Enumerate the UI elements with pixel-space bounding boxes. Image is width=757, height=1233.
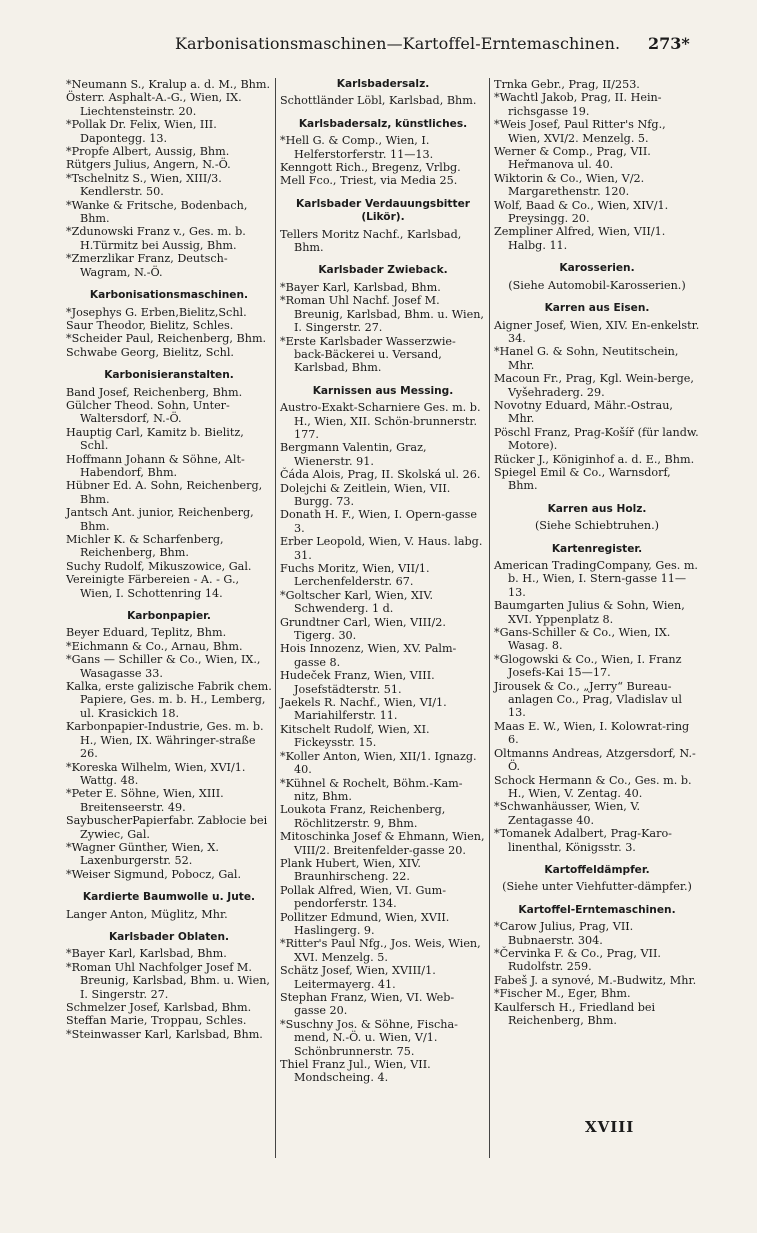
section-heading: Karlsbader Zwieback. — [318, 264, 448, 277]
directory-entry: Dolejchi & Zeitlein, Wien, VII. Burgg. 73. — [280, 481, 451, 508]
directory-entry: Karbonpapier-Industrie, Ges. m. b. H., Wien, IX. Währinger-straße 26. — [66, 720, 264, 761]
directory-entry: Kenngott Rich., Bregenz, Vrlbg. — [280, 161, 461, 175]
section-heading: Kartoffeldämpfer. — [544, 863, 650, 876]
directory-entry: Suchy Rudolf, Mikuszowice, Gal. — [66, 559, 252, 573]
page-number: 273* — [648, 34, 690, 53]
directory-entry: *Bayer Karl, Karlsbad, Bhm. — [280, 280, 441, 294]
directory-entry: Jirousek & Co., „Jerry“ Bureau-anlagen Co., Prag, Vladislav ul 13. — [494, 679, 682, 720]
directory-entry: *Gans — Schiller & Co., Wien, IX., Wasagasse 33. — [66, 653, 261, 680]
directory-entry: *Tomanek Adalbert, Prag-Karo-linenthal, Königsstr. 3. — [494, 827, 672, 854]
directory-entry: Michler K. & Scharfenberg, Reichenberg, Bhm. — [66, 533, 224, 560]
directory-entry: Schmelzer Josef, Karlsbad, Bhm. — [66, 1001, 252, 1014]
directory-entry: Mitoschinka Josef & Ehmann, Wien, VIII/2. Breitenfelder-gasse 20. — [280, 830, 485, 857]
directory-entry: Grundtner Carl, Wien, VIII/2. Tigerg. 30. — [280, 615, 446, 643]
directory-entry: Aigner Josef, Wien, XIV. En-enkelstr. 34. — [494, 318, 700, 345]
directory-entry: Vereinigte Färbereien - A. - G., Wien, I. Schottenring 14. — [66, 573, 240, 600]
section-heading: Karren aus Eisen. — [544, 302, 650, 315]
directory-entry: *Peter E. Söhne, Wien, XIII. Breitenseerstr. 49. — [66, 787, 224, 814]
section-heading: Karlsbadersalz, künstliches. — [298, 117, 468, 130]
directory-entry: Baumgarten Julius & Sohn, Wien, XVI. Yppenplatz 8. — [494, 599, 685, 626]
section-heading: Kartenregister. — [551, 542, 643, 555]
directory-entry: *Goltscher Karl, Wien, XIV. Schwenderg. 1 d. — [280, 588, 434, 616]
directory-entry: Fuchs Moritz, Wien, VII/1. Lerchenfelderstr. 67. — [280, 562, 430, 589]
directory-entry: Schätz Josef, Wien, XVIII/1. Leitermayerg. 41. — [280, 964, 436, 991]
directory-entry: Schock Hermann & Co., Ges. m. b. H., Wien, V. Zentag. 40. — [494, 773, 692, 800]
column-2 — [280, 78, 486, 1085]
directory-entry: Thiel Franz Jul., Wien, VII. Mondscheing. 4. — [280, 1058, 431, 1085]
signature-mark: XVIII — [585, 1118, 635, 1136]
directory-entry: SaybuscherPapierfabr. Zabłocie bei Zywiec, Gal. — [66, 814, 268, 841]
column-3 — [494, 78, 700, 1027]
directory-entry: Loukota Franz, Reichenberg, Röchlitzerstr. 9, Bhm. — [280, 803, 446, 830]
section-heading: Karbonisieranstalten. — [104, 369, 234, 382]
directory-entry: *Bayer Karl, Karlsbad, Bhm. — [66, 947, 227, 961]
directory-entry: Erber Leopold, Wien, V. Haus. labg. 31. — [280, 535, 483, 562]
directory-entry: *Suschny Jos. & Söhne, Fischa-mend, N.-Ö. u. Wien, V/1. Schönbrunnerstr. 75. — [280, 1017, 458, 1058]
directory-entry: Plank Hubert, Wien, XIV. Braunhirscheng. 22. — [280, 856, 421, 884]
section-heading: Karbonisationsmaschinen. — [89, 289, 249, 302]
directory-entry: Čáda Alois, Prag, II. Skolská ul. 26. — [280, 468, 481, 482]
directory-entry: Steffan Marie, Troppau, Schles. — [66, 1014, 247, 1028]
directory-entry: Tellers Moritz Nachf., Karlsbad, Bhm. — [280, 227, 462, 255]
directory-entry: Österr. Asphalt-A.-G., Wien, IX. Liechtensteinstr. 20. — [66, 91, 242, 118]
directory-entry: Langer Anton, Müglitz, Mhr. — [66, 907, 228, 921]
directory-entry: Bergmann Valentin, Graz, Wienerstr. 91. — [280, 441, 427, 468]
directory-entry: Oltmanns Andreas, Atzgersdorf, N.-Ö. — [494, 746, 696, 774]
directory-entry: Kitschelt Rudolf, Wien, XI. Fickeysstr. 15. — [280, 722, 430, 750]
section-heading: Karosserien. — [559, 262, 635, 275]
directory-entry: Rütgers Julius, Angern, N.-Ö. — [66, 158, 231, 172]
directory-entry: *Steinwasser Karl, Karlsbad, Bhm. — [66, 1027, 263, 1041]
directory-entry: *Hanel G. & Sohn, Neutitschein, Mhr. — [494, 345, 679, 372]
directory-entry: *Červinka F. & Co., Prag, VII. Rudolfstr. 259. — [494, 946, 661, 974]
directory-entry: Hübner Ed. A. Sohn, Reichenberg, Bhm. — [66, 479, 263, 506]
directory-entry: Kalka, erste galizische Fabrik chem. Papiere, Ges. m. b. H., Lemberg, ul. Krasickich 18. — [66, 680, 272, 720]
directory-entry: Schottländer Löbl, Karlsbad, Bhm. — [280, 94, 477, 108]
section-heading: Karbonpapier. — [127, 610, 211, 623]
directory-entry: *Scheider Paul, Reichenberg, Bhm. — [66, 332, 267, 346]
directory-entry: *Ritter's Paul Nfg., Jos. Weis, Wien, XVI. Menzelg. 5. — [280, 937, 481, 964]
directory-entry: Donath H. F., Wien, I. Opern-gasse 3. — [280, 508, 477, 535]
directory-entry: *Josephys G. Erben,Bielitz,Schl. — [66, 305, 247, 319]
directory-entry: American TradingCompany, Ges. m. b. H., Wien, I. Stern-gasse 11—13. — [494, 559, 698, 599]
directory-entry: Schwabe Georg, Bielitz, Schl. — [66, 345, 234, 359]
directory-entry: Stephan Franz, Wien, VI. Web-gasse 20. — [280, 991, 455, 1018]
column-divider-2 — [489, 78, 490, 1158]
directory-entry: Mell Fco., Triest, via Media 25. — [280, 174, 458, 188]
directory-entry: Pöschl Franz, Prag-Košíř (für landw. Motore). — [494, 425, 699, 453]
see-also-note: (Siehe Schiebtruhen.) — [534, 519, 660, 533]
directory-entry: *Wagner Günther, Wien, X. Laxenburgerstr. 52. — [66, 840, 219, 868]
column-1 — [66, 78, 272, 1041]
directory-entry: *Glogowski & Co., Wien, I. Franz Josefs-Kai 15—17. — [494, 652, 682, 680]
directory-entry: Wiktorin & Co., Wien, V/2. Margarethenstr. 120. — [494, 171, 645, 199]
directory-entry: Gülcher Theod. Sohn, Unter-Waltersdorf, N.-Ö. — [66, 398, 230, 426]
directory-entry: Kaulfersch H., Friedland bei Reichenberg, Bhm. — [494, 1000, 656, 1027]
directory-entry: *Tschelnitz S., Wien, XIII/3. Kendlerstr. 50. — [66, 171, 222, 199]
directory-entry: *Propfe Albert, Aussig, Bhm. — [66, 145, 230, 159]
directory-entry: *Wachtl Jakob, Prag, II. Hein-richsgasse 19. — [494, 91, 662, 118]
directory-entry: Rücker J., Königinhof a. d. E., Bhm. — [494, 452, 695, 466]
page-header — [0, 34, 757, 58]
directory-entry: *Erste Karlsbader Wasserzwie-back-Bäckerei u. Versand, Karlsbad, Bhm. — [280, 334, 456, 375]
directory-entry: Band Josef, Reichenberg, Bhm. — [66, 385, 243, 399]
directory-entry: Spiegel Emil & Co., Warnsdorf, Bhm. — [494, 465, 671, 493]
directory-entry: Fabeš J. a synové, M.-Budwitz, Mhr. — [494, 973, 697, 987]
directory-entry: Hudeček Franz, Wien, VIII. Josefstädterstr. 51. — [280, 669, 435, 696]
directory-entry: Hauptig Carl, Kamitz b. Bielitz, Schl. — [66, 425, 244, 453]
directory-entry: *Schwanhäusser, Wien, V. Zentagasse 40. — [494, 800, 641, 827]
directory-entry: Zempliner Alfred, Wien, VII/1. Halbg. 11. — [494, 225, 666, 252]
section-heading: Karlsbader Oblaten. — [108, 930, 230, 943]
directory-entry: Hoffmann Johann & Söhne, Alt-Habendorf, Bhm. — [66, 452, 245, 479]
section-heading: Karren aus Holz. — [547, 502, 647, 515]
directory-entry: Novotny Eduard, Mähr.-Ostrau, Mhr. — [494, 398, 673, 426]
directory-entry: *Wanke & Fritsche, Bodenbach, Bhm. — [66, 198, 248, 226]
directory-entry: *Zmerzlikar Franz, Deutsch-Wagram, N.-Ö. — [66, 252, 228, 279]
page-title: Karbonisationsmaschinen—Kartoffel-Erntemaschinen. — [175, 34, 621, 53]
directory-entry: Hois Innozenz, Wien, XV. Palm-gasse 8. — [280, 642, 457, 669]
directory-entry: *Roman Uhl Nachf. Josef M. Breunig, Karlsbad, Bhm. u. Wien, I. Singerstr. 27. — [280, 294, 484, 335]
section-heading: Karnissen aus Messing. — [312, 384, 454, 397]
directory-entry: *Roman Uhl Nachfolger Josef M. Breunig, Karlsbad, Bhm. u. Wien, I. Singerstr. 27. — [66, 960, 270, 1001]
directory-entry: Pollak Alfred, Wien, VI. Gum-pendorferstr. 134. — [280, 883, 446, 911]
section-heading: Karlsbadersalz. — [336, 78, 430, 90]
section-heading: Kartoffel-Erntemaschinen. — [518, 903, 676, 916]
directory-entry: Austro-Exakt-Scharniere Ges. m. b. H., Wien, XII. Schön-brunnerstr. 177. — [280, 401, 481, 441]
see-also-note: (Siehe Automobil-Karosserien.) — [508, 278, 686, 292]
directory-entry: *Weis Josef, Paul Ritter's Nfg., Wien, XVI/2. Menzelg. 5. — [494, 118, 666, 145]
section-heading: Kardierte Baumwolle u. Jute. — [82, 891, 256, 904]
directory-entry: Macoun Fr., Prag, Kgl. Wein-berge, Vyšehraderg. 29. — [494, 372, 694, 399]
directory-entry: *Hell G. & Comp., Wien, I. Helferstorferstr. 11—13. — [280, 134, 434, 161]
directory-entry: *Zdunowski Franz v., Ges. m. b. H.Türmitz bei Aussig, Bhm. — [66, 225, 246, 252]
directory-entry: Beyer Eduard, Teplitz, Bhm. — [66, 626, 227, 640]
directory-entry: Saur Theodor, Bielitz, Schles. — [66, 318, 234, 332]
directory-entry: Jaekels R. Nachf., Wien, VI/1. Mariahilferstr. 11. — [280, 696, 447, 723]
see-also-note: (Siehe unter Viehfutter-dämpfer.) — [502, 880, 692, 894]
directory-entry: Pollitzer Edmund, Wien, XVII. Haslingerg. 9. — [280, 910, 450, 937]
section-heading: Karlsbader Verdauungsbitter (Likör). — [296, 197, 470, 224]
directory-entry: Wolf, Baad & Co., Wien, XIV/1. Preysingg. 20. — [494, 198, 669, 226]
directory-entry: Werner & Comp., Prag, VII. Heřmanova ul. 40. — [494, 145, 651, 172]
directory-entry: *Fischer M., Eger, Bhm. — [494, 987, 631, 1001]
directory-entry: Trnka Gebr., Prag, II/253. — [494, 78, 640, 91]
directory-entry: *Kühnel & Rochelt, Böhm.-Kam-nitz, Bhm. — [280, 776, 463, 803]
directory-entry: *Koreska Wilhelm, Wien, XVI/1. Wattg. 48. — [66, 760, 246, 787]
directory-entry: *Koller Anton, Wien, XII/1. Ignazg. 40. — [280, 749, 477, 777]
directory-entry: *Eichmann & Co., Arnau, Bhm. — [66, 639, 243, 653]
directory-entry: *Weiser Sigmund, Pobocz, Gal. — [66, 867, 242, 881]
column-divider-1 — [275, 78, 276, 1158]
directory-entry: Jantsch Ant. junior, Reichenberg, Bhm. — [66, 506, 254, 533]
directory-entry: *Gans-Schiller & Co., Wien, IX. Wasag. 8. — [494, 626, 671, 653]
directory-entry: Maas E. W., Wien, I. Kolowrat-ring 6. — [494, 719, 690, 747]
directory-entry: *Neumann S., Kralup a. d. M., Bhm. — [66, 78, 271, 91]
directory-entry: *Carow Julius, Prag, VII. Bubnaerstr. 304. — [494, 920, 634, 947]
directory-entry: *Pollak Dr. Felix, Wien, III. Dapontegg. 13. — [66, 118, 217, 145]
